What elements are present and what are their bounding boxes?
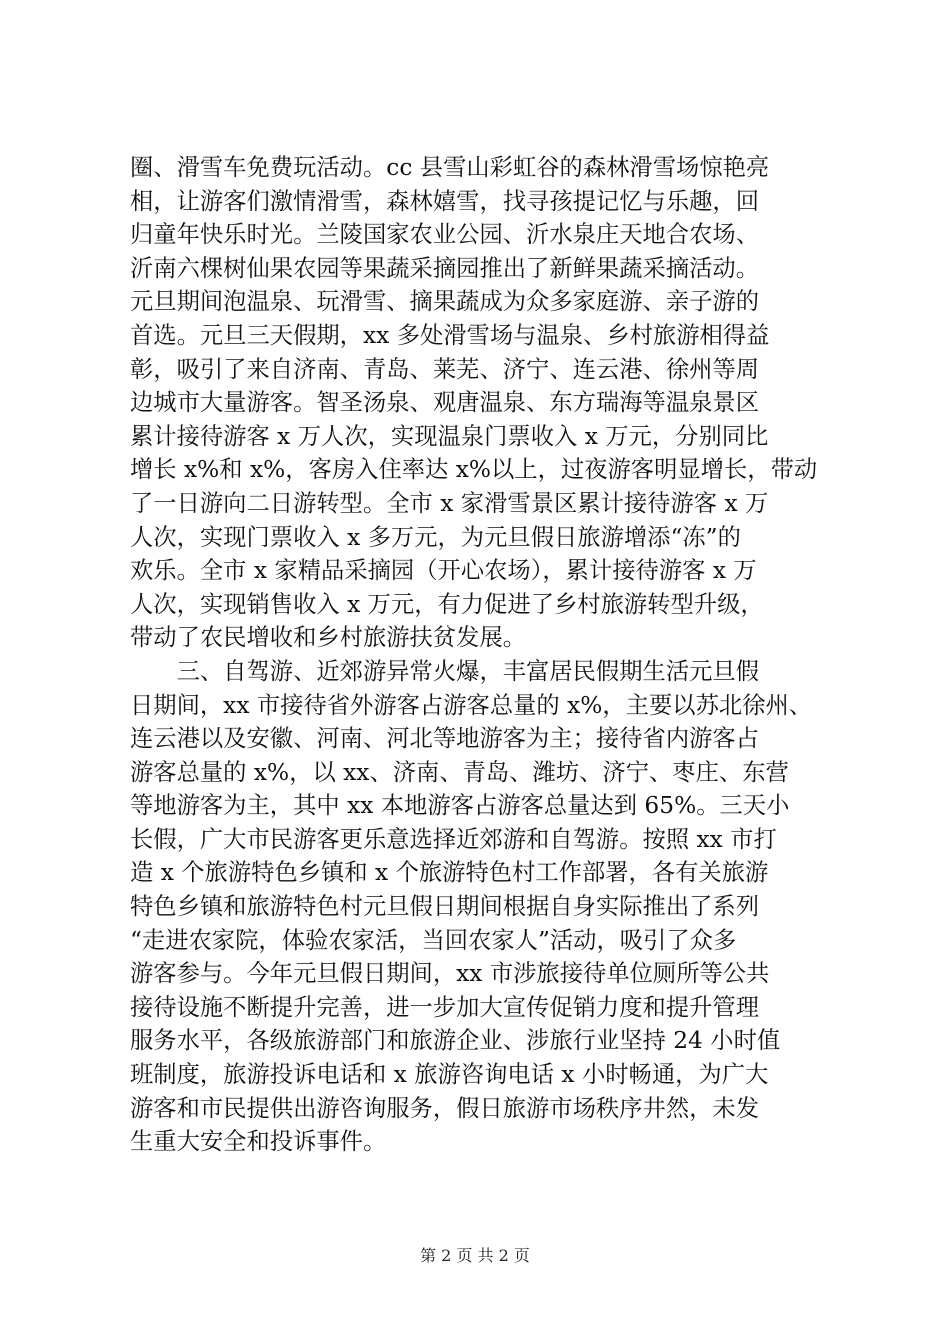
page-footer [0, 1246, 950, 1266]
text-line: 带动了农民增收和乡村旅游扶贫发展。 [130, 624, 527, 652]
text-line: 归童年快乐时光。兰陵国家农业公园、沂水泉庄天地合农场、 [130, 221, 760, 249]
text-line: 人次，实现门票收入 x 多万元，为元旦假日旅游增添“冻”的 [130, 523, 741, 551]
text-line: 边城市大量游客。智圣汤泉、观唐温泉、东方瑞海等温泉景区 [130, 389, 760, 417]
text-line: 累计接待游客 x 万人次，实现温泉门票收入 x 万元，分别同比 [130, 422, 769, 450]
text-line: 元旦期间泡温泉、玩滑雪、摘果蔬成为众多家庭游、亲子游的 [130, 288, 760, 316]
text-line: 接待设施不断提升完善，进一步加大宣传促销力度和提升管理 [130, 993, 760, 1021]
text-line: 班制度，旅游投诉电话和 x 旅游咨询电话 x 小时畅通，为广大 [130, 1061, 769, 1089]
text-line: 相，让游客们激情滑雪，森林嬉雪，找寻孩提记忆与乐趣，回 [130, 187, 760, 215]
text-line: 欢乐。全市 x 家精品采摘园（开心农场），累计接待游客 x 万 [130, 557, 757, 585]
text-line: 增长 x%和 x%，客房入住率达 x%以上，过夜游客明显增长，带动 [130, 456, 818, 484]
text-line: 等地游客为主，其中 xx 本地游客占游客总量达到 65%。三天小 [130, 792, 790, 820]
body-text [130, 151, 830, 1159]
text-line: 圈、滑雪车免费玩活动。cc 县雪山彩虹谷的森林滑雪场惊艳亮 [130, 154, 770, 181]
text-line: 日期间，xx 市接待省外游客占游客总量的 x%，主要以苏北徐州、 [130, 691, 813, 719]
text-line: 生重大安全和投诉事件。 [130, 1128, 387, 1156]
text-line: 造 x 个旅游特色乡镇和 x 个旅游特色村工作部署，各有关旅游 [130, 859, 769, 887]
text-line: 了一日游向二日游转型。全市 x 家滑雪景区累计接待游客 x 万 [130, 489, 769, 517]
text-line: 服务水平，各级旅游部门和旅游企业、涉旅行业坚持 24 小时值 [130, 1027, 781, 1055]
text-line: 人次，实现销售收入 x 万元，有力促进了乡村旅游转型升级， [130, 590, 764, 618]
text-line: 长假，广大市民游客更乐意选择近郊游和自驾游。按照 xx 市打 [130, 825, 777, 853]
text-line: “走进农家院，体验农家活，当回农家人”活动，吸引了众多 [130, 926, 737, 954]
page-number-label: 第 2 页 共 2 页 [420, 1246, 530, 1265]
text-line: 游客总量的 x%，以 xx、济南、青岛、潍坊、济宁、枣庄、东营 [130, 758, 789, 786]
text-line: 连云港以及安徽、河南、河北等地游客为主；接待省内游客占 [130, 725, 760, 753]
text-line: 沂南六棵树仙果农园等果蔬采摘园推出了新鲜果蔬采摘活动。 [130, 254, 760, 282]
text-line: 游客和市民提供出游咨询服务，假日旅游市场秩序井然，未发 [130, 1094, 760, 1122]
text-line: 首选。元旦三天假期，xx 多处滑雪场与温泉、乡村旅游相得益 [130, 321, 770, 349]
text-line: 三、自驾游、近郊游异常火爆，丰富居民假期生活元旦假 [130, 657, 760, 685]
text-line: 彰，吸引了来自济南、青岛、莱芜、济宁、连云港、徐州等周 [130, 355, 760, 383]
text-line: 特色乡镇和旅游特色村元旦假日期间根据自身实际推出了系列 [130, 893, 760, 921]
text-line: 游客参与。今年元旦假日期间，xx 市涉旅接待单位厕所等公共 [130, 960, 770, 988]
